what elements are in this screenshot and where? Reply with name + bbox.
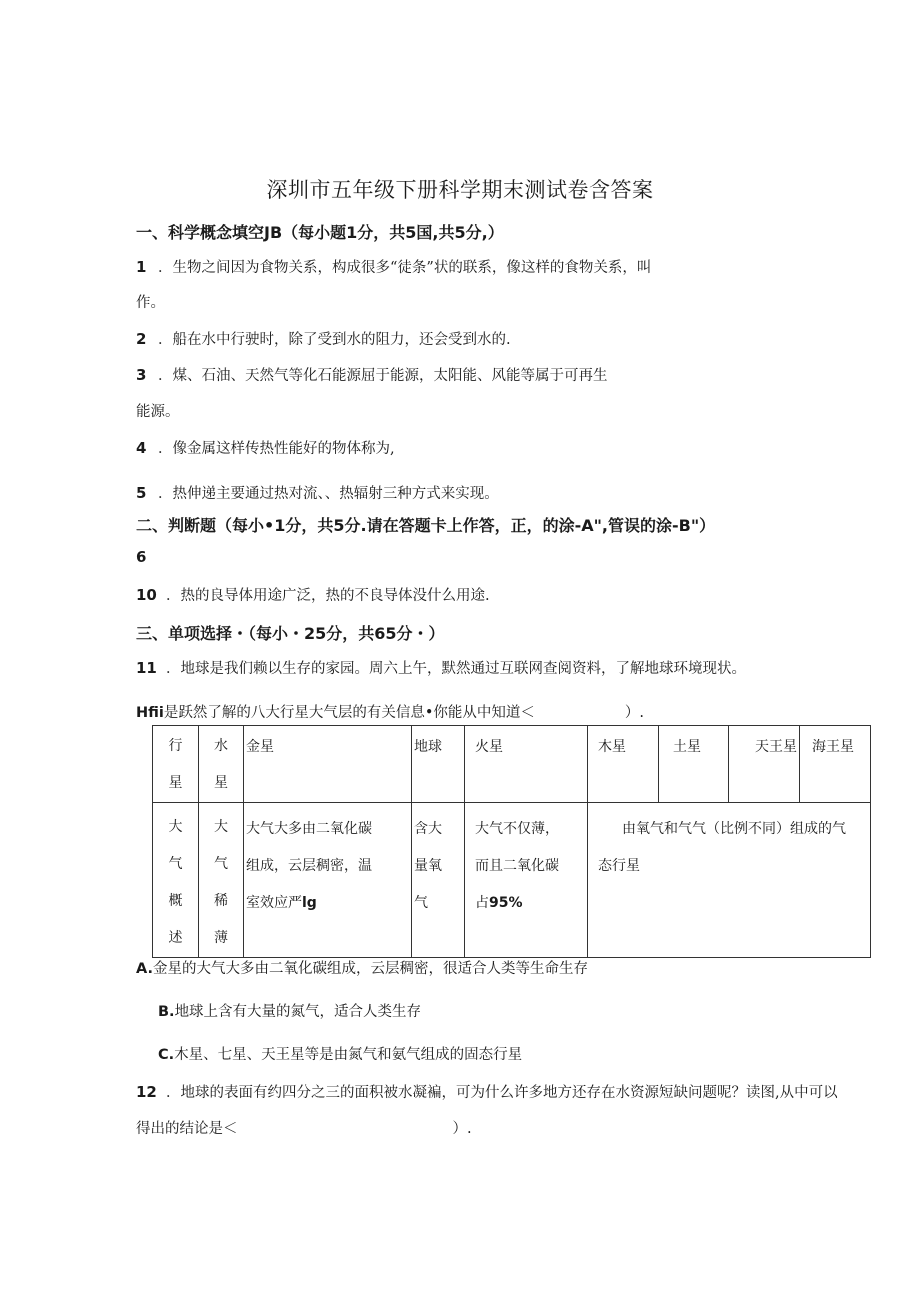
header-cell-planet — [153, 726, 199, 803]
question-10 — [136, 584, 490, 605]
earth-description — [412, 803, 465, 958]
choice-c — [158, 1043, 522, 1064]
text-part: ）. — [452, 1121, 472, 1137]
char: 星 — [168, 775, 183, 791]
header-cell-saturn — [659, 726, 729, 803]
question-number: 10 — [136, 586, 157, 604]
question-1-continued: 作。 — [136, 295, 165, 311]
question-12 — [136, 1081, 838, 1102]
planet-name: 海王星 — [812, 739, 854, 755]
header-cell-mars — [465, 726, 588, 803]
char: 大 — [168, 819, 183, 835]
question-text: ．生物之间因为食物关系，构成很多“徒条”状的联系，像这样的食物关系，叫 — [158, 260, 652, 276]
question-1 — [136, 256, 651, 277]
char: 述 — [168, 930, 183, 946]
question-text: ．船在水中行驶时，除了受到水的阻力，还会受到水的. — [158, 332, 511, 348]
row-label-atmosphere — [153, 803, 199, 958]
text-line: 含大 — [414, 821, 442, 837]
char: 概 — [168, 893, 183, 909]
header-cell-earth — [412, 726, 465, 803]
section3-heading: 三、单项选择・（每小・25分，共65分・） — [136, 624, 445, 643]
page-title: 深圳市五年级下册科学期末测试卷含答案 — [266, 178, 654, 202]
planet-name: 土星 — [673, 739, 701, 755]
header-cell-jupiter — [588, 726, 659, 803]
table-header-row — [153, 726, 871, 803]
section2-heading: 二、判断题（每小•1分，共5分.请在答题卡上作答，正，的涂-A",管误的涂-B"） — [136, 516, 716, 535]
question-number: 11 — [136, 659, 157, 677]
choice-label: A. — [136, 961, 153, 977]
intro-suffix: ）. — [624, 705, 645, 721]
mars-description — [465, 803, 588, 958]
intro-text: 是跃然了解的八大行星大气层的有关信息•你能从中知道＜ — [163, 705, 535, 721]
text-line: 量氧 — [414, 858, 442, 874]
intro-prefix: Hfii — [136, 705, 164, 721]
choice-text: 地球上含有大量的氮气，适合人类生存 — [174, 1004, 422, 1020]
question-11-intro — [136, 701, 644, 722]
question-text: ．地球的表面有约四分之三的面积被水凝褊，可为什么许多地方还存在水资源短缺问题呢？读图,从中可以 — [166, 1085, 838, 1101]
char: 薄 — [214, 930, 228, 946]
header-cell-mercury — [199, 726, 244, 803]
question-number: 12 — [136, 1083, 157, 1101]
char: 水 — [214, 738, 228, 754]
choice-b — [158, 1000, 421, 1021]
text-part: lg — [302, 895, 317, 911]
char: 气 — [168, 856, 183, 872]
giants-description — [588, 803, 871, 958]
choice-label: B. — [158, 1004, 175, 1020]
text-line — [475, 885, 585, 922]
section1-heading: 一、科学概念填空JB（每小题1分，共5国,共5分,） — [136, 223, 504, 242]
choice-text: 木星、七星、天王星等是由氮气和氨气组成的固态行星 — [174, 1047, 523, 1063]
text-line — [246, 885, 409, 922]
choice-a — [136, 957, 588, 978]
text-part: 95% — [489, 895, 523, 911]
char: 星 — [214, 775, 228, 791]
text-part: 室效应严 — [246, 895, 302, 911]
header-cell-venus — [244, 726, 412, 803]
text-line: 大气不仅薄， — [475, 821, 559, 837]
planet-name: 金星 — [246, 739, 274, 755]
text-line: 气 — [414, 895, 428, 911]
text-line: 由氧气和气气（比例不同）组成的气 — [622, 821, 846, 837]
text-part: 得出的结论是＜ — [136, 1121, 238, 1137]
header-cell-neptune — [800, 726, 871, 803]
header-cell-uranus — [729, 726, 800, 803]
planet-atmosphere-table — [152, 725, 871, 958]
question-text: ．煤、石油、天然气等化石能源屈于能源，太阳能、风能等属于可再生 — [158, 368, 608, 384]
question-number: 1 — [136, 258, 147, 276]
planet-name: 地球 — [414, 739, 442, 755]
question-text: ．热伸递主要通过热对流、、热辐射三种方式来实现。 — [158, 486, 499, 502]
question-text: ．像金属这样传热性能好的物体称为, — [158, 441, 395, 457]
choice-label: C. — [158, 1047, 175, 1063]
planet-name: 天王星 — [755, 739, 797, 755]
char: 气 — [214, 856, 228, 872]
question-number: 6 — [136, 548, 147, 566]
question-2 — [136, 328, 511, 349]
question-5 — [136, 482, 499, 503]
venus-description — [244, 803, 412, 958]
mercury-description — [199, 803, 244, 958]
question-text: ．地球是我们赖以生存的家园。周六上午，默然通过互联网查阅资料，了解地球环境现状。 — [166, 661, 746, 677]
question-number: 4 — [136, 439, 147, 457]
question-text: ．热的良导体用途广泛，热的不良导体没什么用途. — [166, 588, 490, 604]
text-part: 占 — [475, 895, 489, 911]
choice-text: 金星的大气大多由二氧化碳组成，云层稠密，很适合人类等生命生存 — [153, 961, 588, 977]
table-data-row — [153, 803, 871, 958]
char: 行 — [168, 738, 183, 754]
question-3-continued: 能源。 — [136, 404, 180, 420]
char: 稀 — [214, 893, 228, 909]
question-number: 2 — [136, 330, 147, 348]
question-6 — [136, 548, 146, 566]
text-line: 态行星 — [598, 858, 640, 874]
question-11 — [136, 657, 746, 678]
text-line: 大气大多由二氧化碳 — [246, 821, 372, 837]
question-3 — [136, 364, 608, 385]
char: 大 — [214, 819, 228, 835]
question-4 — [136, 437, 395, 458]
text-line: 而且二氧化碳 — [475, 858, 559, 874]
question-12-continued — [136, 1117, 472, 1138]
planet-name: 木星 — [598, 739, 626, 755]
question-number: 3 — [136, 366, 147, 384]
planet-name: 火星 — [475, 739, 503, 755]
question-number: 5 — [136, 484, 147, 502]
text-line: 组成，云层稠密，温 — [246, 858, 372, 874]
